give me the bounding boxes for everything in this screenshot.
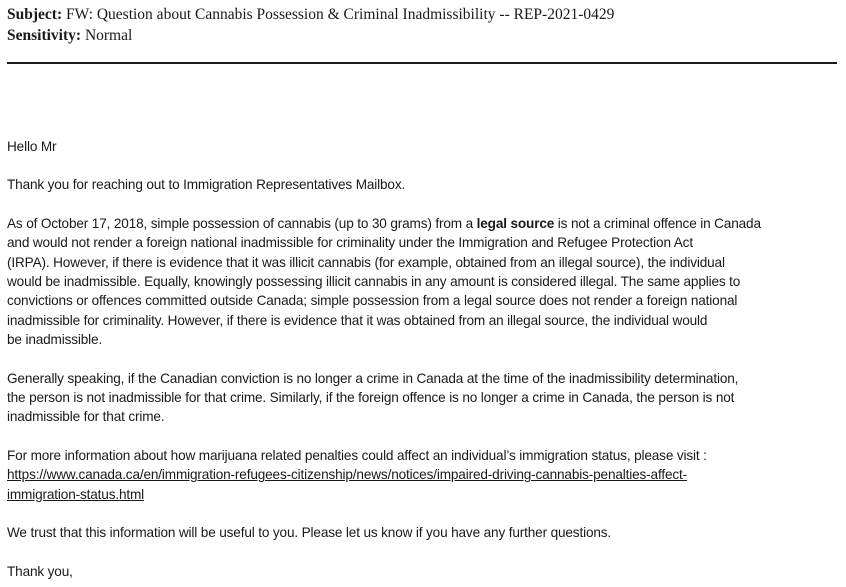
sensitivity-label: Sensitivity: — [7, 27, 82, 44]
subject-value: FW: Question about Cannabis Possession & Criminal Inadmissibility -- REP-2021-0429 — [65, 6, 615, 23]
paragraph-line: As of October 17, 2018, simple possession of cannabis (up to 30 grams) from a legal source is not a criminal offence in Canada — [7, 215, 761, 231]
paragraph-line: the person is not inadmissible for that crime. Similarly, if the foreign offence is no longer a crime in Canada, the person is not — [7, 390, 735, 406]
paragraph-line: inadmissible for that crime. — [7, 409, 165, 425]
greeting: Hello Mr — [7, 139, 57, 154]
paragraph-line: and would not render a foreign national inadmissible for criminality under the Immigration and Refugee Protection Act — [7, 235, 693, 251]
header-divider — [7, 62, 837, 64]
paragraph-line: would be inadmissible. Equally, knowingly possessing illicit cannabis in any amount is considered illegal. The same applies to — [7, 274, 741, 290]
email-header — [7, 4, 837, 46]
paragraph-more-info — [7, 446, 837, 504]
paragraph-line: For more information about how marijuana related penalties could affect an individual’s immigration status, please visit : — [7, 447, 707, 463]
email-body — [7, 137, 837, 581]
paragraph-line: inadmissible for criminality. However, if there is evidence that it was obtained from an illegal source, the individual would — [7, 312, 708, 328]
sensitivity-value: Normal — [84, 27, 133, 44]
legal-source-emphasis: legal source — [476, 215, 555, 231]
sensitivity-line — [7, 25, 837, 46]
paragraph-line: convictions or offences committed outside Canada; simple possession from a legal source does not render a foreign national — [7, 293, 738, 309]
signoff: Thank you, — [7, 563, 73, 579]
subject-label: Subject: — [7, 6, 63, 23]
info-link[interactable] — [7, 465, 837, 484]
paragraph-conviction — [7, 369, 837, 427]
info-link-line-1[interactable]: https://www.canada.ca/en/immigration-refugees-citizenship/news/notices/impaired-driving-cannabis-penalties-affect- — [7, 467, 688, 483]
paragraph-line: be inadmissible. — [7, 332, 103, 348]
paragraph-cannabis-policy — [7, 214, 837, 350]
paragraph-line: Generally speaking, if the Canadian conviction is no longer a crime in Canada at the time of the inadmissibility determination, — [7, 370, 739, 386]
thanks-line: Thank you for reaching out to Immigration Representatives Mailbox. — [7, 177, 406, 193]
closing-line: We trust that this information will be useful to you. Please let us know if you have any further questions. — [7, 525, 612, 541]
paragraph-line: (IRPA). However, if there is evidence that it was illicit cannabis (for example, obtained from an illegal source), the individual — [7, 254, 725, 270]
info-link-continued[interactable] — [7, 485, 837, 504]
subject-line — [7, 4, 837, 25]
info-link-line-2[interactable]: immigration-status.html — [7, 486, 145, 502]
